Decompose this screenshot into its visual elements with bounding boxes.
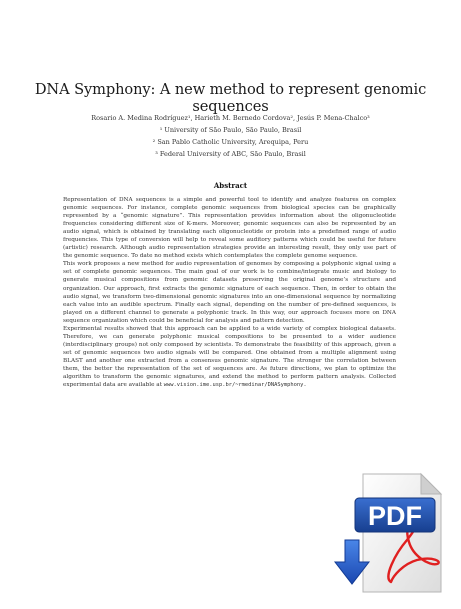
affiliation-3: ³ Federal University of ABC, São Paulo, Brasil [155, 150, 306, 158]
pdf-download-icon[interactable] [333, 470, 445, 596]
abstract-paragraph-2: This work proposes a new method for audio representation of genomes by composing a polyphonic signal using a set of complete genomic sequences. The main goal of our work is to combine/integrate music and biology to generate musical compositions from genomic datasets preserving the original genome’s structure and organization. Our approach, first extracts the genomic signature of each sequence. Then, in order to obtain the audio signal, we transform two-dimensional genomic signatures into an one-dimensional sequence by normalizing each value into an audible spectrum. Finally each signal, depending on the number of pre-defined sequences, is played on a different channel to generate a polyphonic track. In this way, our approach focuses more on DNA sequence organization which could be beneficial for analysis and pattern detection. [63, 261, 396, 324]
abstract-paragraph-1: Representation of DNA sequences is a simple and powerful tool to identify and analyze features on complex genomic sequences. For instance, complete genomic sequences from biological species can be graphically represented by a “genomic signature”. This representation provides information about the oligonucleotide frequencies considering different size of K-mers. Moreover, genomic sequences can also be represented by an audio signal, which is obtained by translating each oligonucleotide or protein into a predefined range of audio frequencies. This type of conversion will help to reveal some auditory patterns which could be useful for future (artistic) research. Although audio representation strategies provide an interesting result, they only use part of the genomic sequence. To date no method exists which contemplates the complete genome sequence. [63, 197, 396, 260]
abstract-paragraph-3 [63, 325, 396, 389]
abstract-paragraph-3-text: Experimental results showed that this approach can be applied to a wide variety of complex biological datasets. Therefore, we can generate polyphonic musical compositions to be presented to a wider audience (interdisciplinary groups) not only composed by scientists. To demonstrate the feasibility of this approach, given a set of genomic sequences two audio signals will be compared. One obtained from a multiple alignment using BLAST and another one extracted from a consensus genomic signature. The stronger the correlation between them, the better the representation of the set of sequences are. As future directions, we plan to optimize the algorithm to transform the genomic signatures, and extend the method to perform pattern analysis. Collected experimental data are available at [63, 325, 396, 389]
pdf-badge-label: PDF [368, 501, 422, 531]
affiliation-1: ¹ University of São Paulo, São Paulo, Brasil [159, 126, 302, 134]
abstract-body [63, 196, 396, 389]
abstract-heading: Abstract [213, 181, 248, 190]
author-list: Rosario A. Medina Rodríguez¹, Harieth M. Bernedo Cordova², Jesús P. Mena-Chalco³ [91, 114, 370, 122]
affiliation-2: ² San Pablo Catholic University, Arequipa, Peru [152, 138, 309, 146]
page-fold-shape [421, 474, 441, 494]
data-url-link[interactable]: www.vision.ime.usp.br/~rmedinar/DNASymphony. [163, 382, 307, 389]
paper-title: DNA Symphony: A new method to represent genomic sequences [34, 81, 427, 115]
